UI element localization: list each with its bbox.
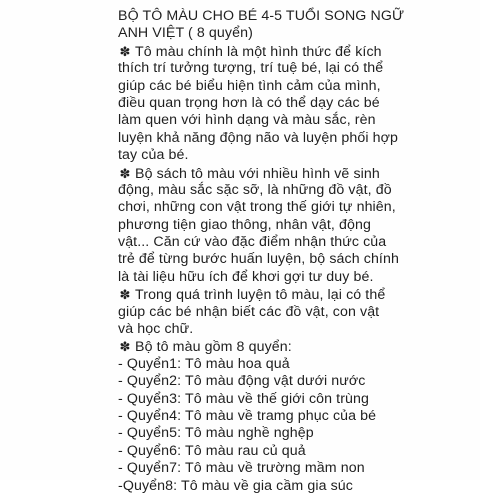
book-list-item: - Quyển5: Tô màu nghề nghệp (118, 425, 314, 442)
flower-bullet-icon: ✽ (119, 287, 131, 303)
book-list-item: - Quyển6: Tô màu rau củ quả (118, 442, 306, 459)
paragraph-2-line-1: ✽ Bộ sách tô màu với nhiều hình vẽ sinh (119, 165, 380, 182)
books-heading: ✽ Bộ tô màu gồm 8 quyển: (119, 339, 292, 356)
book-list-item: -Quyển8: Tô màu về gia cầm gia súc (118, 477, 353, 494)
flower-bullet-icon: ✽ (119, 339, 131, 355)
paragraph-2-line-3: chơi, những con vật trong thế giới tự nhiên, (118, 199, 396, 216)
paragraph-1-line-2: thích trí tưởng tượng, trí tuệ bé, lại có thể (118, 60, 384, 77)
book-list-item: - Quyển7: Tô màu về trường mầm non (118, 460, 365, 477)
paragraph-3-line-2: giúp các bé nhận biết các đồ vật, con vật (118, 303, 380, 320)
paragraph-1-line-6: luyện khả năng động não và luyện phối hợp (118, 129, 399, 146)
book-list-item: - Quyển1: Tô màu hoa quả (118, 355, 290, 372)
paragraph-1-line-7: tay của bé. (118, 147, 189, 164)
paragraph-2-line-4: phương tiện giao thông, nhân vật, động (118, 216, 371, 233)
book-list-item: - Quyển4: Tô màu về tramg phục của bé (118, 407, 377, 424)
book-list-item: - Quyển2: Tô màu động vật dưới nước (118, 373, 366, 390)
title-line-2: ANH VIỆT ( 8 quyển) (118, 25, 253, 42)
paragraph-3-line-1: ✽ Trong quá trình luyện tô màu, lại có thể (119, 287, 386, 304)
paragraph-1-line-1: ✽ Tô màu chính là một hình thức để kích (119, 43, 382, 60)
paragraph-2-line-5: vật... Căn cứ vào đặc điểm nhận thức của (118, 234, 387, 251)
flower-bullet-icon: ✽ (119, 165, 131, 181)
paragraph-2-line-6: trẻ để từng bước huấn luyện, bộ sách chính (118, 251, 399, 268)
book-list-item: - Quyển3: Tô màu về thế giới côn trùng (118, 390, 370, 407)
paragraph-1-line-5: làm quen với hình dạng và màu sắc, rèn (118, 112, 376, 129)
paragraph-1-line-4: điều quan trọng hơn là có thể dạy các bé (118, 94, 380, 111)
title-line-1: BỘ TÔ MÀU CHO BÉ 4-5 TUỔI SONG NGỮ (118, 8, 405, 24)
paragraph-3-line-3: và học chữ. (118, 321, 194, 338)
paragraph-2-line-7: là tài liệu hữu ích để khơi gợi tư duy bé. (118, 268, 374, 285)
flower-bullet-icon: ✽ (119, 43, 131, 59)
paragraph-1-line-3: giúp các bé biểu hiện tình cảm của mình, (118, 77, 381, 94)
paragraph-2-line-2: động, màu sắc sặc sỡ, là những đồ vật, đồ (118, 181, 392, 198)
